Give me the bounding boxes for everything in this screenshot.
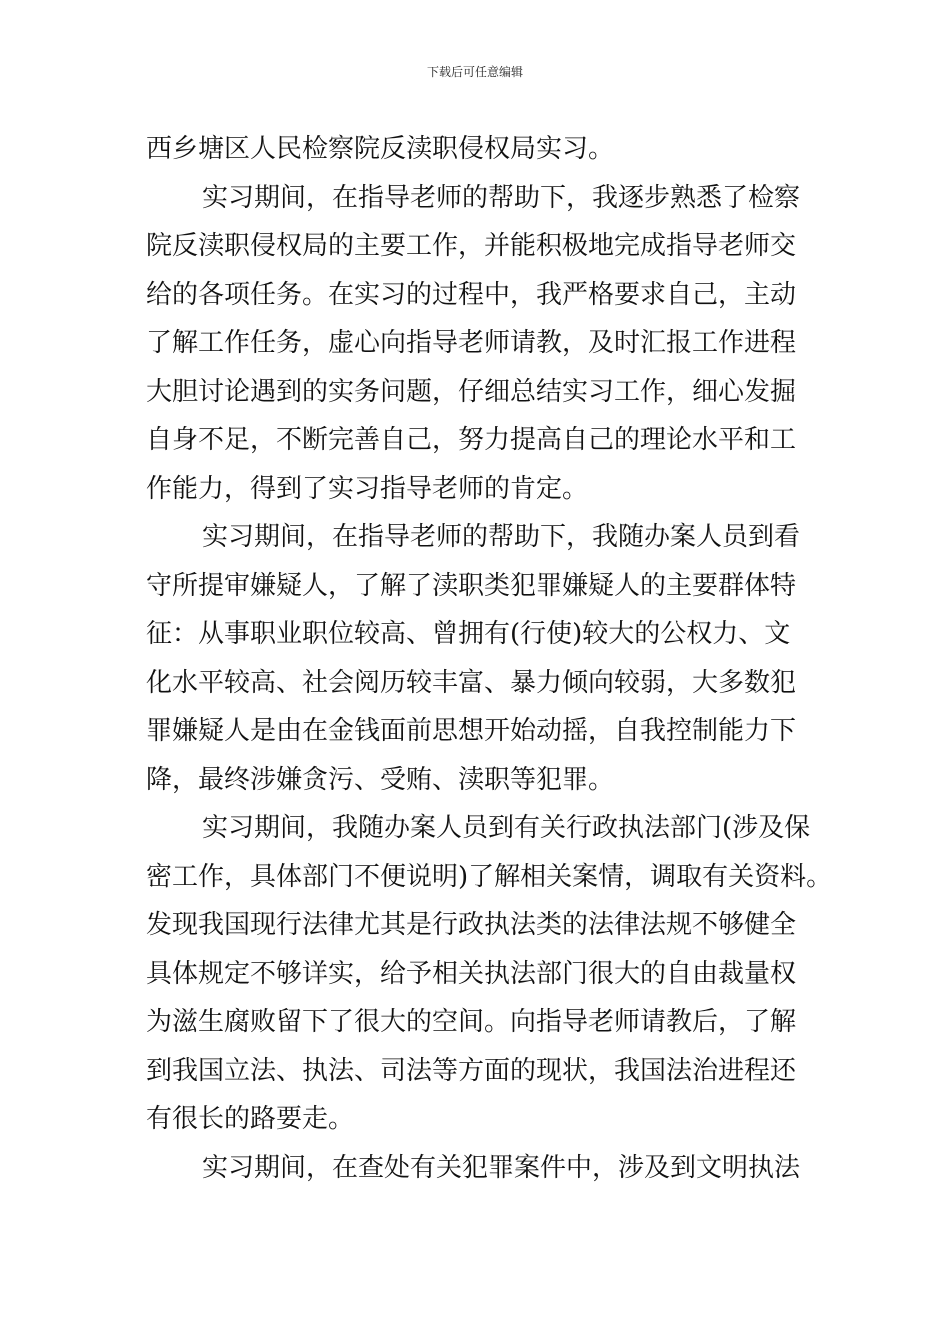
text-line: 为滋生腐败留下了很大的空间。向指导老师请教后，了解 bbox=[146, 1007, 797, 1037]
text-line: 西乡塘区人民检察院反渎职侵权局实习。 bbox=[146, 134, 615, 164]
text-line: 实习期间，我随办案人员到有关行政执法部门(涉及保 bbox=[202, 813, 811, 843]
text-line: 发现我国现行法律尤其是行政执法类的法律法规不够健全 bbox=[146, 910, 797, 940]
text-line: 作能力，得到了实习指导老师的肯定。 bbox=[146, 473, 589, 504]
text-line: 实习期间，在指导老师的帮助下，我随办案人员到看 bbox=[202, 522, 801, 552]
text-line: 密工作，具体部门不便说明)了解相关案情，调取有关资料。 bbox=[146, 861, 833, 892]
text-line: 具体规定不够详实，给予相关执法部门很大的自由裁量权 bbox=[146, 958, 797, 989]
text-line: 到我国立法、执法、司法等方面的现状，我国法治进程还 bbox=[146, 1055, 797, 1086]
text-line: 有很长的路要走。 bbox=[146, 1104, 355, 1134]
document-body bbox=[146, 130, 833, 1197]
text-line: 守所提审嫌疑人，了解了渎职类犯罪嫌疑人的主要群体特 bbox=[146, 570, 797, 601]
page-header: 下载后可任意编辑 bbox=[426, 65, 523, 79]
text-line: 化水平较高、社会阅历较丰富、暴力倾向较弱，大多数犯 bbox=[146, 667, 797, 698]
text-line: 降，最终涉嫌贪污、受贿、渎职等犯罪。 bbox=[146, 764, 615, 795]
text-line: 实习期间，在指导老师的帮助下，我逐步熟悉了检察 bbox=[202, 182, 801, 213]
text-line: 大胆讨论遇到的实务问题，仔细总结实习工作，细心发掘 bbox=[146, 376, 797, 407]
text-line: 给的各项任务。在实习的过程中，我严格要求自己，主动 bbox=[146, 279, 797, 310]
text-line: 实习期间，在查处有关犯罪案件中，涉及到文明执法 bbox=[202, 1152, 801, 1183]
text-line: 征：从事职业职位较高、曾拥有(行使)较大的公权力、文 bbox=[146, 619, 791, 649]
text-line: 院反渎职侵权局的主要工作，并能积极地完成指导老师交 bbox=[146, 231, 797, 261]
text-line: 自身不足，不断完善自己，努力提高自己的理论水平和工 bbox=[146, 425, 797, 455]
text-line: 罪嫌疑人是由在金钱面前思想开始动摇，自我控制能力下 bbox=[146, 716, 797, 746]
text-line: 了解工作任务，虚心向指导老师请教，及时汇报工作进程 bbox=[146, 328, 797, 358]
